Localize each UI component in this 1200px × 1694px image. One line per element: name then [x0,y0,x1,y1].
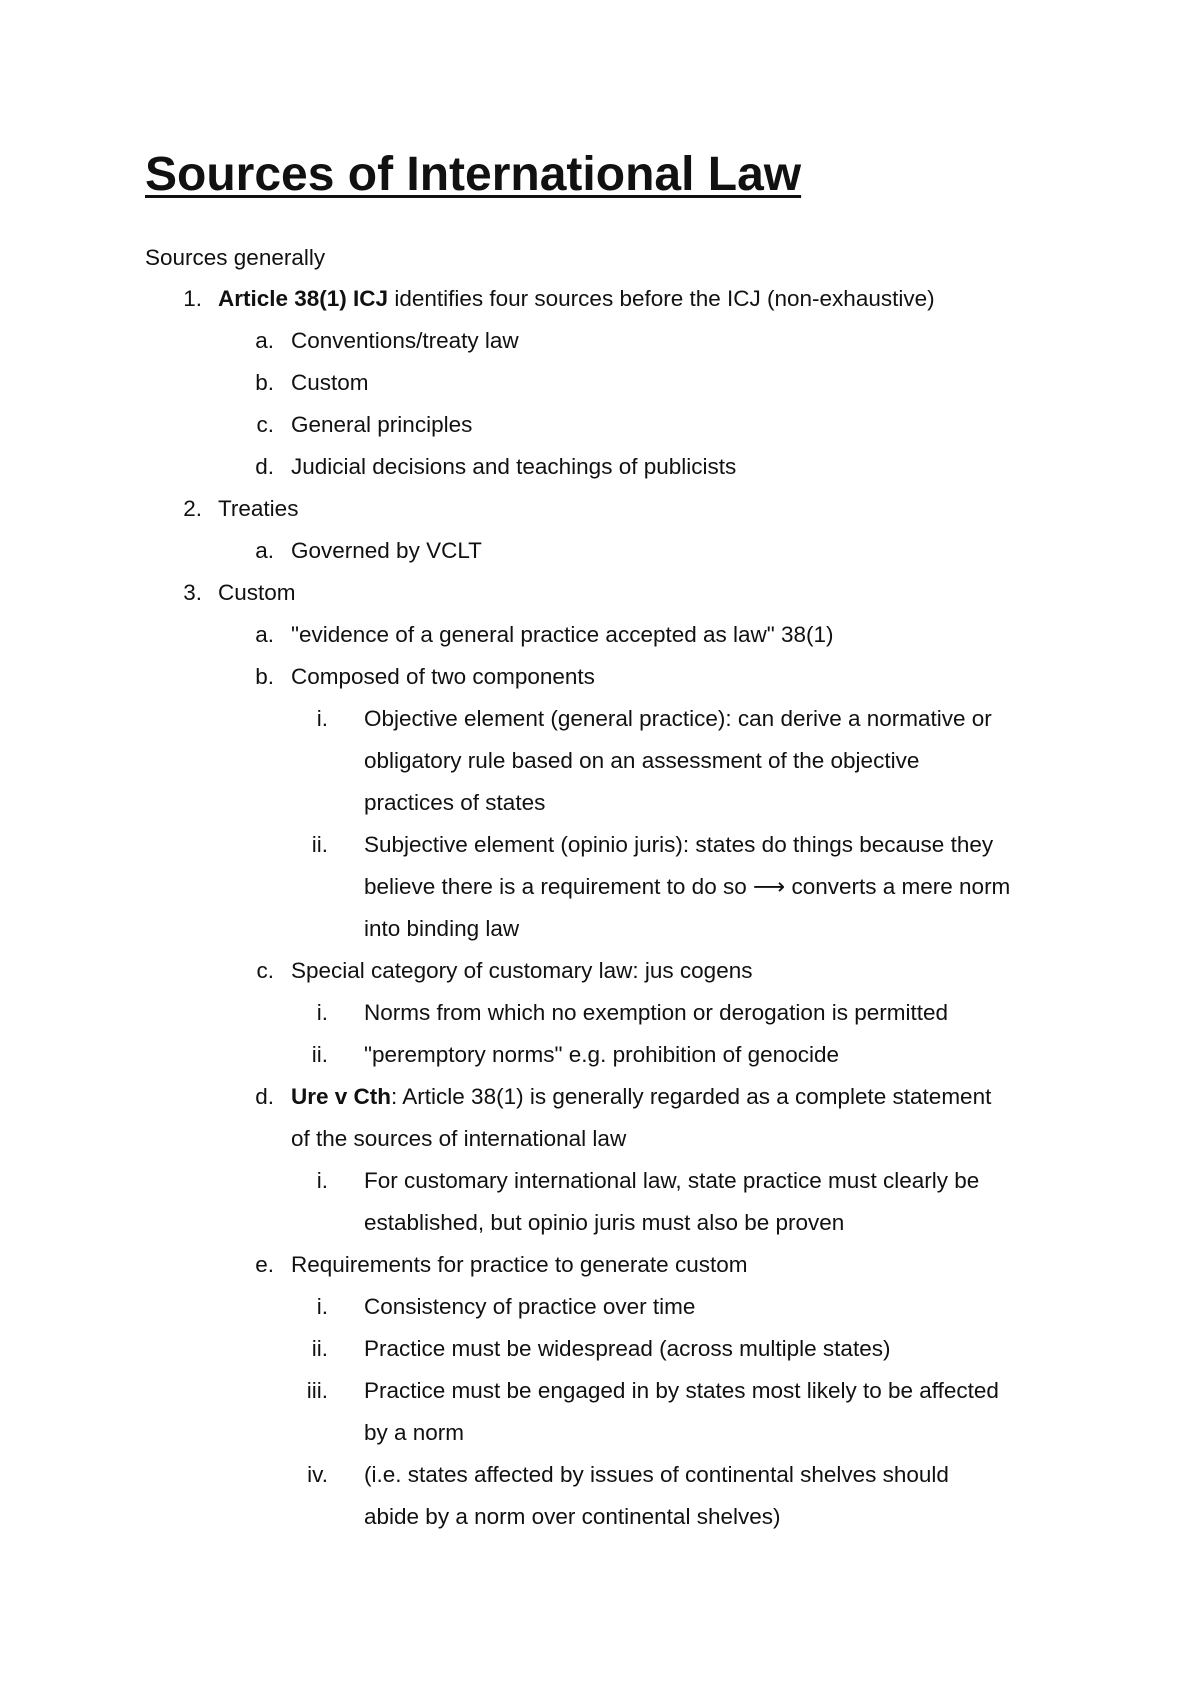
list-marker: b. [255,370,274,395]
list-marker: ii. [311,1042,328,1067]
list-item: Consistency of practice over time [364,1294,696,1319]
list-item-continuation: of the sources of international law [291,1126,627,1151]
list-marker: 1. [183,286,202,311]
list-marker: a. [255,538,274,563]
list-marker: ii. [311,832,328,857]
list-marker: d. [255,1084,274,1109]
list-item-continuation: practices of states [364,790,546,815]
list-item-continuation: by a norm [364,1420,465,1445]
section-heading: Sources generally [145,245,326,270]
list-item: Ure v Cth: Article 38(1) is generally regarded as a complete statement [291,1084,992,1109]
list-marker: d. [255,454,274,479]
list-item: Article 38(1) ICJ identifies four sources before the ICJ (non-exhaustive) [218,286,935,311]
list-item: Subjective element (opinio juris): states do things because they [364,832,994,857]
list-marker: a. [255,328,274,353]
list-marker: c. [256,412,274,437]
list-marker: a. [255,622,274,647]
list-item-continuation: obligatory rule based on an assessment of the objective [364,748,920,773]
list-item: For customary international law, state practice must clearly be [364,1168,980,1193]
bold-case-name: Ure v Cth [291,1084,392,1109]
list-item: Special category of customary law: jus cogens [291,958,753,983]
list-item: General principles [291,412,473,437]
list-item-continuation: abide by a norm over continental shelves) [364,1504,781,1529]
list-marker: i. [316,1294,328,1319]
list-item: Practice must be widespread (across multiple states) [364,1336,891,1361]
list-item: "peremptory norms" e.g. prohibition of genocide [364,1042,839,1067]
list-item: Custom [218,580,296,605]
list-item: Conventions/treaty law [291,328,519,353]
list-item: Treaties [218,496,299,521]
list-item: Norms from which no exemption or derogation is permitted [364,1000,949,1025]
list-marker: iii. [306,1378,328,1403]
list-item: (i.e. states affected by issues of continental shelves should [364,1462,949,1487]
list-item: Judicial decisions and teachings of publicists [291,454,737,479]
bold-reference: Article 38(1) ICJ [218,286,389,311]
list-marker: 2. [183,496,202,521]
list-marker: c. [256,958,274,983]
list-marker: e. [255,1252,274,1277]
list-item-continuation: into binding law [364,916,520,941]
list-marker: 3. [183,580,202,605]
list-item: Composed of two components [291,664,595,689]
list-marker: iv. [307,1462,328,1487]
list-marker: ii. [311,1336,328,1361]
list-marker: i. [316,1168,328,1193]
list-item: Objective element (general practice): can derive a normative or [364,706,992,731]
list-item-continuation: established, but opinio juris must also be proven [364,1210,845,1235]
page-title: Sources of International Law [145,148,802,201]
list-item: Practice must be engaged in by states most likely to be affected [364,1378,999,1403]
list-marker: i. [316,1000,328,1025]
list-item: Governed by VCLT [291,538,482,563]
list-item-continuation: believe there is a requirement to do so ⟶ converts a mere norm [364,874,1011,899]
list-item: "evidence of a general practice accepted as law" 38(1) [291,622,834,647]
list-marker: i. [316,706,328,731]
list-marker: b. [255,664,274,689]
list-item: Requirements for practice to generate custom [291,1252,748,1277]
list-item: Custom [291,370,369,395]
